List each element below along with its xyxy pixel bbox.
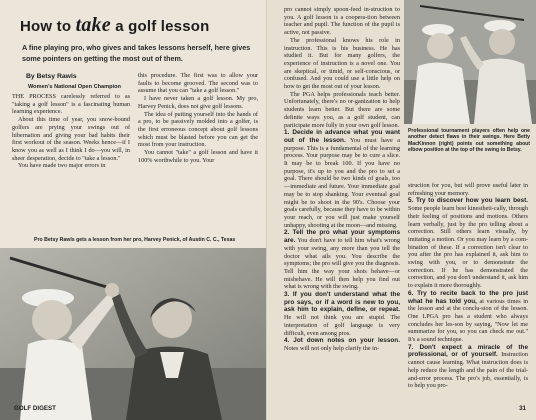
paragraph: About this time of year, you snow-bound golfers are prying your swings out of hibernation and giving your bad habits their first workout of the season. Weeks hence—if I know you as well as I think I do—you will, in sheer desperation, decide to "take a lesson." <box>12 116 130 162</box>
right-column-1 <box>284 6 400 400</box>
title-emphasis: take <box>75 14 111 36</box>
page-number: 31 <box>519 405 526 412</box>
title-pre: How to <box>20 18 72 35</box>
paragraph: You cannot "take" a golf lesson and have it 100% worthwhile to you. Your <box>138 149 258 164</box>
title-post: a golf lesson <box>115 18 210 35</box>
tip-body: Notes will not only help clarify the in- <box>284 344 380 352</box>
tip-body: Instruction cannot cause learning. What instruction does is help reduce the length and the pain of the trial-and-error process. The pro's job, essentially, is to help you pro- <box>408 351 528 390</box>
tip-body: You must have a purpose. This is a fundamental of the learning process. Your purpose may be to cure a slice. It may be to break 100. If you have no purpose, it's up to you and the pro to set a goal. There should be two kinds of goals, too—immediate and future. Your immediate goal may be to stop shanking. Your eventual goal might be to shoot in the 90's. Choose your goals carefully, because they have to be within your reach, or you will just make yourself unhappy, shooting at the moon—and missing. <box>284 136 400 229</box>
article-subtitle: A fine playing pro, who gives and takes lessons herself, here gives some pointers on getting the most out of them. <box>22 43 251 63</box>
tip-heading: 2. Tell the pro what your symptoms are. <box>284 229 400 245</box>
lesson-photo <box>0 248 268 420</box>
pros-photo-caption: Professional tournament players often help one another detect flaws in their swings. Here Betty MacKinnon (right) points out something about elbow position at the top of the swing to Betsy. <box>408 128 530 154</box>
paragraph: The PGA helps professionals teach better. Unfortunately, there's no or-ganization to help students learn better. But there are some definite ways you, as a golf student, can participate more fully in your own golf lesson. <box>284 90 400 129</box>
paragraph: pro cannot simply spoon-feed in-struction to you. A golf lesson is a coopera-tion between teacher and pupil. The function of the pupil is active, not passive. <box>284 6 400 37</box>
tip-heading: 5. Try to discover how you learn best. <box>408 197 528 205</box>
tip-body: Some people learn best kinestheti-cally, through their feeling of positions and motions. Others learn verbally, just by the pro telling about a correction. Still others learn visually, by imitating a motion. Or you may learn by a com-bination of these. If a correction isn't clear to you after the pro has explained it, ask him to swing with you, or to demonstrate the correction. If he has demonstrated the correction, and you don't understand it, ask him to explain it more thoroughly. <box>408 205 528 290</box>
right-page <box>268 0 536 420</box>
paragraph: struction for you, but will prove useful later in refreshing your memory. <box>408 182 528 197</box>
paragraph: The professional knows his role in instruction. This is his business. He has studied it. But for many golfers, the experience of instruction is a novel one. You are skeptical, or timid, or self-conscious, or confused. And you could use a little help on how to get the most out of your lesson. <box>284 36 400 91</box>
tip-body: You don't have to tell him what's wrong with your swing, any more than you tell the doctor what ails you. You describe the symptoms; the pro will give you the diagnosis. Tell him the way your shots behave—or misbehave. He will then help you find out what is wrong with the swing. <box>284 237 400 291</box>
pros-photo <box>404 0 536 124</box>
tip-heading: 1. Decide in advance what you want out of the lesson. <box>284 129 400 144</box>
paragraph: I have never taken a golf lesson. My pro, Harvey Penick, does not give golf lessons. <box>138 95 258 110</box>
paragraph: this procedure. The first was to allow your faults to become grooved. The second was to assume that you can "take a golf lesson." <box>138 72 258 95</box>
photo-caption: Pro Betsy Rawls gets a lesson from her pro, Harvey Penick, of Austin C. C., Texas <box>34 237 236 243</box>
tip-heading: 7. Don't expect a miracle of the professional, or of yourself. <box>408 343 528 359</box>
tip-heading: 4. Jot down notes on your lesson. <box>284 337 400 345</box>
tip-body: He will not think you are stupid. The interpretation of golf language is very difficult, even among pros. <box>284 314 400 337</box>
paragraph: The idea of putting yourself into the hands of a pro, to be passively molded into a golfer, is the first erroneous concept about golf lessons which must be blasted before you can get the most from your instruction. <box>138 110 258 149</box>
tip-heading: 3. If you don't understand what the pro says, or if a word is new to you, ask him to explain, define, or repeat. <box>284 291 400 314</box>
byline-subtitle: Women's National Open Champion <box>28 84 121 90</box>
magazine-name: GOLF DIGEST <box>14 405 56 412</box>
lesson-photo-image <box>0 248 268 420</box>
right-column-2 <box>408 182 528 404</box>
paragraph: You have made two major errors in <box>18 162 106 170</box>
paragraph: THE PROCESS carelessly referred to as "taking a golf lesson" is a fascinating human learning experience. <box>12 93 130 116</box>
tip-body: at various times in the lesson and at the conclu-sion of the lesson. One LPGA pro has a student who always concludes her les-son by saying, "Now let me summarize for you, so you can check me out." It's a sound technique. <box>408 297 528 344</box>
byline: By Betsy Rawls <box>26 73 77 80</box>
tip-heading: 6. Try to recite back to the pro just what he has told you, <box>408 289 528 305</box>
article-title <box>20 14 260 37</box>
left-column-2 <box>138 72 258 232</box>
left-column-1 <box>12 93 130 233</box>
pros-photo-image <box>404 0 536 124</box>
